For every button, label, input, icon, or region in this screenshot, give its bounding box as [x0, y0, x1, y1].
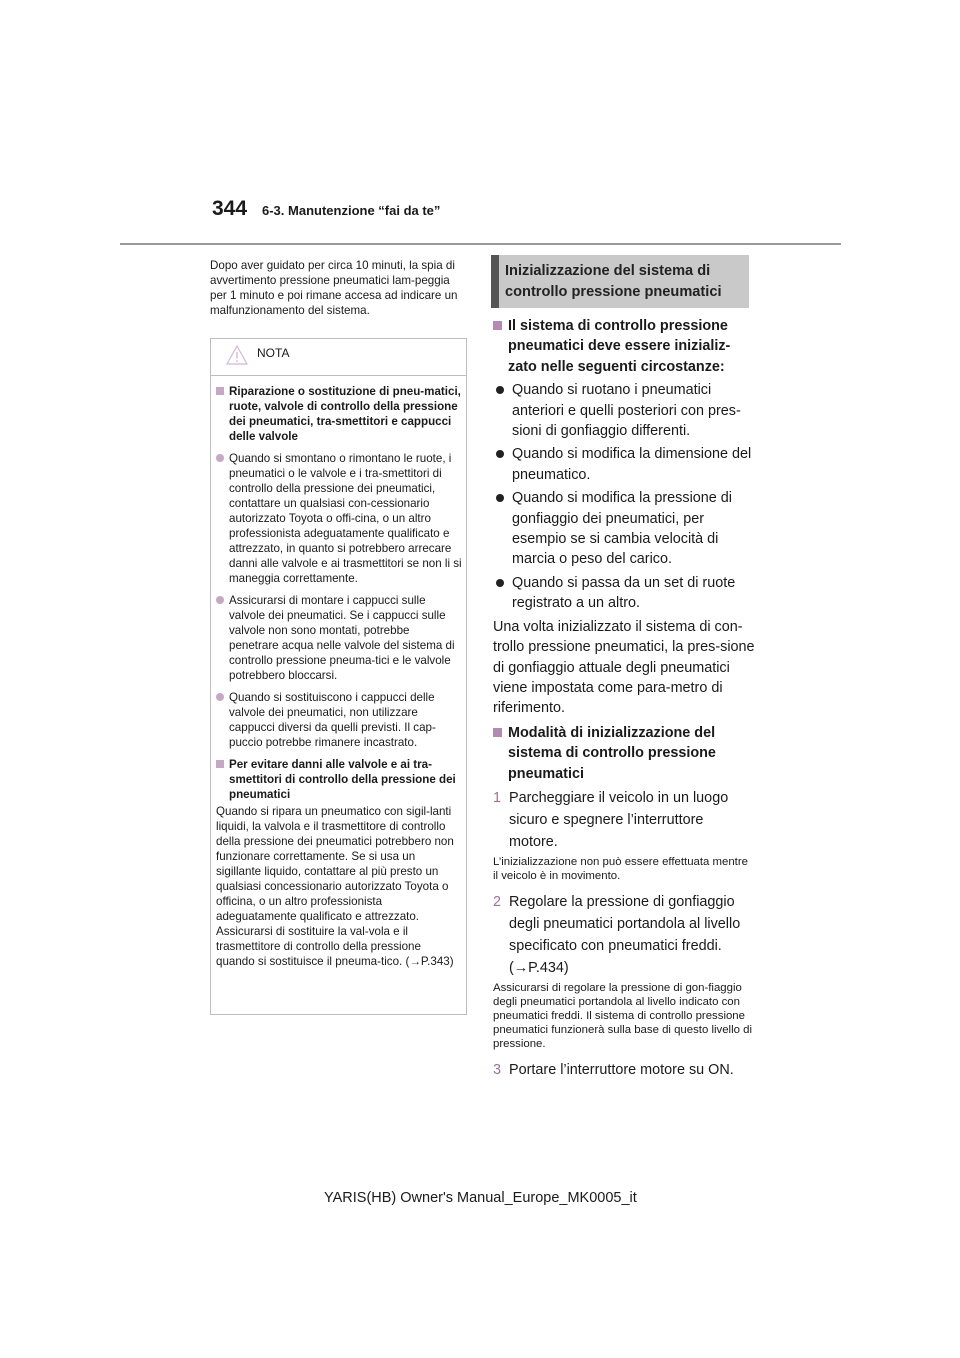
- intro-paragraph: Dopo aver guidato per circa 10 minuti, la spia di avvertimento pressione pneumatici lam-peggia per 1 minuto e poi rimane accesa ad indicare un malfunzionamento del sistema.: [210, 259, 458, 317]
- right-paragraph: Una volta inizializzato il sistema di con-trollo pressione pneumatici, la pres-sione di gonfiaggio attuale degli pneumatici viene impostata come para-metro di riferimento.: [493, 618, 755, 717]
- nota-body: [216, 384, 462, 976]
- round-bullet-icon: [496, 579, 504, 587]
- square-bullet-icon: [216, 387, 224, 395]
- round-bullet-icon: [496, 494, 504, 502]
- footer-manual-id: YARIS(HB) Owner's Manual_Europe_MK0005_it: [324, 1190, 637, 1206]
- square-bullet-icon: [216, 760, 224, 768]
- round-bullet-icon: [216, 693, 224, 701]
- step-item: 1 Parcheggiare il veicolo in un luogo sicuro e spegnere l’interruttore motore.: [493, 787, 755, 853]
- warning-triangle-icon: [226, 345, 248, 365]
- round-bullet-icon: [496, 386, 504, 394]
- square-bullet-icon: [493, 728, 502, 737]
- list-item: Quando si modifica la pressione di gonfiaggio dei pneumatici, per esempio se si cambia velocità di marcia o peso del carico.: [493, 488, 755, 570]
- round-bullet-icon: [496, 450, 504, 458]
- step-note: L’inizializzazione non può essere effettuata mentre il veicolo è in movimento.: [493, 855, 748, 882]
- nota-bullet: Quando si sostituiscono i cappucci delle valvole dei pneumatici, non utilizzare cappucci diversi da quelli previsti. Il cap-puccio potrebbe rimanere incastrato.: [216, 690, 462, 750]
- step-note: Assicurarsi di regolare la pressione di gon-fiaggio degli pneumatici portandola al livello indicato con pneumatici freddi. Il sistema di controllo pressione pneumatici funzionerà sulla base di questo livello di pressione.: [493, 981, 752, 1050]
- right-heading-circumstances: Il sistema di controllo pressione pneumatici deve essere inizializ-zato nelle seguenti circostanze:: [493, 316, 755, 377]
- nota-heading-damage: Per evitare danni alle valvole e ai tra-smettitori di controllo della pressione dei pneumatici: [216, 757, 462, 802]
- step-item: 3 Portare l’interruttore motore su ON.: [493, 1059, 755, 1081]
- round-bullet-icon: [216, 596, 224, 604]
- step-item: 2 Regolare la pressione di gonfiaggio degli pneumatici portandola al livello specificato con pneumatici freddi. (→P.434): [493, 891, 755, 979]
- nota-paragraph: Quando si ripara un pneumatico con sigil-lanti liquidi, la valvola e il trasmettitore di controllo della pressione dei pneumatici potrebbero non funzionare correttamente. Se si usa un sigillante liquido, contattare al più presto un qualsiasi concessionario autorizzato Toyota o officina, o un altro professionista adeguatamente qualificato e attrezzato. Assicurarsi di sostituire la val-vola e il trasmettitore di controllo della pressione quando si sostituisce il pneuma-tico. (→P.343): [216, 805, 454, 968]
- nota-label: NOTA: [257, 346, 290, 360]
- right-column: [493, 316, 755, 1083]
- square-bullet-icon: [493, 321, 502, 330]
- step-number: 3: [493, 1061, 502, 1078]
- round-bullet-icon: [216, 454, 224, 462]
- step-number: 2: [493, 893, 502, 910]
- nota-bullet: Quando si smontano o rimontano le ruote, i pneumatici o le valvole e i tra-smettitori di controllo della pressione dei pneumatici, contattare un qualsiasi con-cessionario autorizzato Toyota o offi-cina, o un altro professionista adeguatamente qualificato e attrezzato, in quanto si potrebbero arrecare danni alle valvole e ai trasmettitori se non li si maneggia correttamente.: [216, 451, 462, 586]
- nota-heading-repair: Riparazione o sostituzione di pneu-matici, ruote, valvole di controllo della pressione dei pneumatici, tra-smettitori e cappucci delle valvole: [216, 384, 462, 444]
- right-heading-procedure: Modalità di inizializzazione del sistema di controllo pressione pneumatici: [493, 723, 755, 784]
- section-banner: [491, 255, 749, 308]
- list-item: Quando si passa da un set di ruote registrato a un altro.: [493, 573, 755, 614]
- nota-header: [211, 339, 466, 376]
- page-number: 344: [212, 197, 248, 220]
- nota-bullet: Assicurarsi di montare i cappucci sulle valvole dei pneumatici. Se i cappucci sulle valvole non sono montati, potrebbe penetrare acqua nelle valvole del sistema di controllo pressione pneuma-tici e le valvole potrebbero bloccarsi.: [216, 593, 462, 683]
- banner-title: Inizializzazione del sistema di controllo pressione pneumatici: [505, 263, 722, 300]
- header-rule: [120, 243, 841, 245]
- list-item: Quando si ruotano i pneumatici anteriori e quelli posteriori con pres-sioni di gonfiaggio differenti.: [493, 380, 755, 441]
- section-title: 6-3. Manutenzione “fai da te”: [262, 203, 441, 218]
- list-item: Quando si modifica la dimensione del pneumatico.: [493, 444, 755, 485]
- step-number: 1: [493, 789, 502, 806]
- banner-bar: [491, 255, 499, 308]
